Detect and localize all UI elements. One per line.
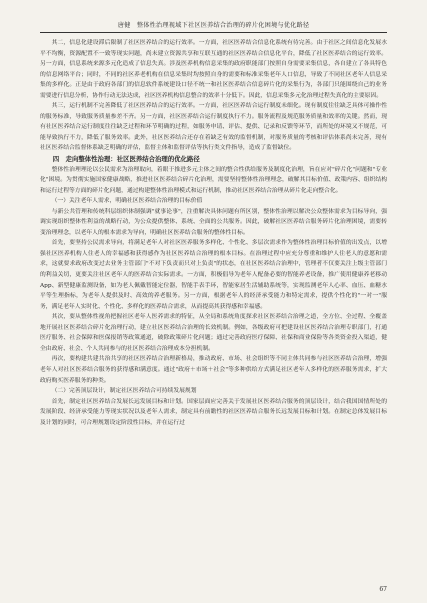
- subsection-heading: （二）完善顶层设计，制定社区医养结合可持续发展规划: [51, 388, 197, 395]
- running-head: 唐健 整体性治理视域下社区医养结合治理的碎片化困境与优化路径: [117, 22, 310, 29]
- subsection-heading: （一）关注老年人需求，明确社区医养结合治理的目标价值: [51, 198, 203, 205]
- paragraph: 其次，要从整体性视角把握社区老年人医养需求的特征，从全局和系统角度探求社区医养结合治理之道，全方位、全过程、全覆盖地开展社区医养结合碎片化治理行动，建立社区医养结合治理的长效机制。例如，各级政府可把建设社区医养结合治理专职部门，打通医疗服务、社会保障和医保报销等政策通道，破除政策碎片化问题；通过完善政府医疗保障、社保和商业保险等各类资金投入渠道，健全由政府、社会、个人共同参与的社区医养结合治理成本分担机制。: [40, 314, 387, 352]
- page-number: 67: [379, 586, 387, 593]
- paragraph: 首先，要坚持公民需求导向，将满足老年人对社区医养服务多样化、个性化、多层次需求作为整体性治理目标价值的出发点，以增强社区医养机构人住老人的幸福感和获得感作为社区医养结合治理的根本目标。在治理过程中应充分尊重和维护人住老人的意愿和需求，这就要求政府改变过去业务主管部门"不对下负责而只对上负责"的状态，在社区医养结合治理中，管理者不仅要关注上级主管部门的利益关切，更要关注社区老年人的医养结合实际需求。一方面，积极倡导为老年人配备必要的智能养老设备，推广使用健康养老移动App、新型健康监测设备，如为老人佩戴智能定位器，智能手表手环，智能家居生活辅助系统等，实现监测老年人心率、血压、血糖水平等生理指标，为老年人提供及时、高效的养老服务。另一方面，根据老年人的经济承受能力和特定需求，提供个性化的"一对一"服务，满足老年人实时化、个性化、多样化的医养结合需求，从而提高其获得感和幸福感。: [40, 240, 387, 310]
- body-text: [40, 38, 387, 428]
- section-heading: 四 走向整体性治理：社区医养结合治理的优化路径: [52, 155, 200, 164]
- paragraph: 与新公共管理和传统科层组织体制强调"就事论事"，注重解决具体问题有所区别，整体性治理以解决公众整体需求为目标导向，强调实现组织整体性利益的战略行动，为公众提供整体、系统、全面的公共服务。因此，破解社区医养结合服务碎片化治理困境，需要转变治理理念，以老年人的根本需求为导向，明确社区医养结合服务的整体性目标。: [40, 208, 387, 236]
- paragraph: 整体性治理理论以公民需求为治理取向，着眼于推进多元主体之间的整合性供给服务及制度化治理，旨在应对"碎片化"问题和"专业化"困境。为贯彻实施国家健康战略，推进社区医养结合碎片化治理，需要坚持整体性治理理念，破解其目标价值、政策内容、组织结构和运行过程等方面的碎片化问题，通过构建整体性治理模式和运行机制，推动社区医养结合治理从碎片化走向整合化。: [40, 166, 387, 194]
- paragraph: 其三，运行机制不完善降低了社区医养结合的运行效率。一方面，社区医养结合运行制度未细化。现有制度往往缺乏具体可操作性的服务标准，导致服务质量参差不齐。另一方面，社区医养结合运行制度执行不力。服务流程及规范服务质量和效率的关键。然而，现有社区医养结合运行制度往往缺乏过程和环节明确的过程，如服务申请、评估、提供、记录和反馈等环节，而所处的环境又不规范，可能导致执行不力，降低了服务效率。此外，社区医养结合还存在着缺乏有效的监督机制，对服务质量的考核和评估体系尚未完善，现有社区医养结合监督体系缺乏明确的评估，监督主体和监督评估等执行类文件指导，造成了监督缺位。: [40, 103, 387, 152]
- paragraph: 首先，制定社区医养结合发展长远发展目标和计划。国家层面应完善关于发展社区医养结合服务的顶层设计，结合我国国情所处的发展阶段、经济承受能力等现实状况以及老年人需求，制定具有前瞻性的社区医养结合服务长远发展目标和计划。在制定总体发展目标及计划的同时，可合理规划设定阶段性目标，并在运行过: [40, 398, 387, 426]
- header-rule: [40, 32, 387, 33]
- paragraph: 再次，要构建共建共治共享的社区医养结合治理新格局，推动政府、市场、社会组织等不同主体共同参与社区医养结合治理，增强老年人对社区医养结合服务的获得感和满意度。通过"政府＋市场＋社会"等多种供给方式满足社区老年人多样化的医养服务需求，扩大政府购买医养服务的种类。: [40, 356, 387, 384]
- paragraph: 其二，信息化建设滞后限制了社区医养结合的运行效率。一方面，社区医养结合信息化系统有待完善。由于社区之间信息化发展水平不均衡，资源配置不一致等现实问题，尚未建立资源共享和互联互通的社区医养结合信息化平台，降低了社区医养结合的运行效率。另一方面，信息系统来源多元化造成了信息失真。涉及医养机构信息采集的政府职能部门按照自身需要采集信息，各自建立了各具特色的信息网络平台；同时，不同的社区养老机构在信息采集时均按照自身的需要和标准采集老年人口信息，导致了不同社区老年人信息采集的多样化。正是由于政府各部门的信息软件系统建设口径不统一和社区医养结合信息碎片化的采集行为，各部门只能围绕自己的业务需要进行信息分析，协作行动无法达成，社区医养机构信息整合的效率十分低下。因此，信息采集多元化治理过程失真化的主要原因。: [40, 40, 387, 99]
